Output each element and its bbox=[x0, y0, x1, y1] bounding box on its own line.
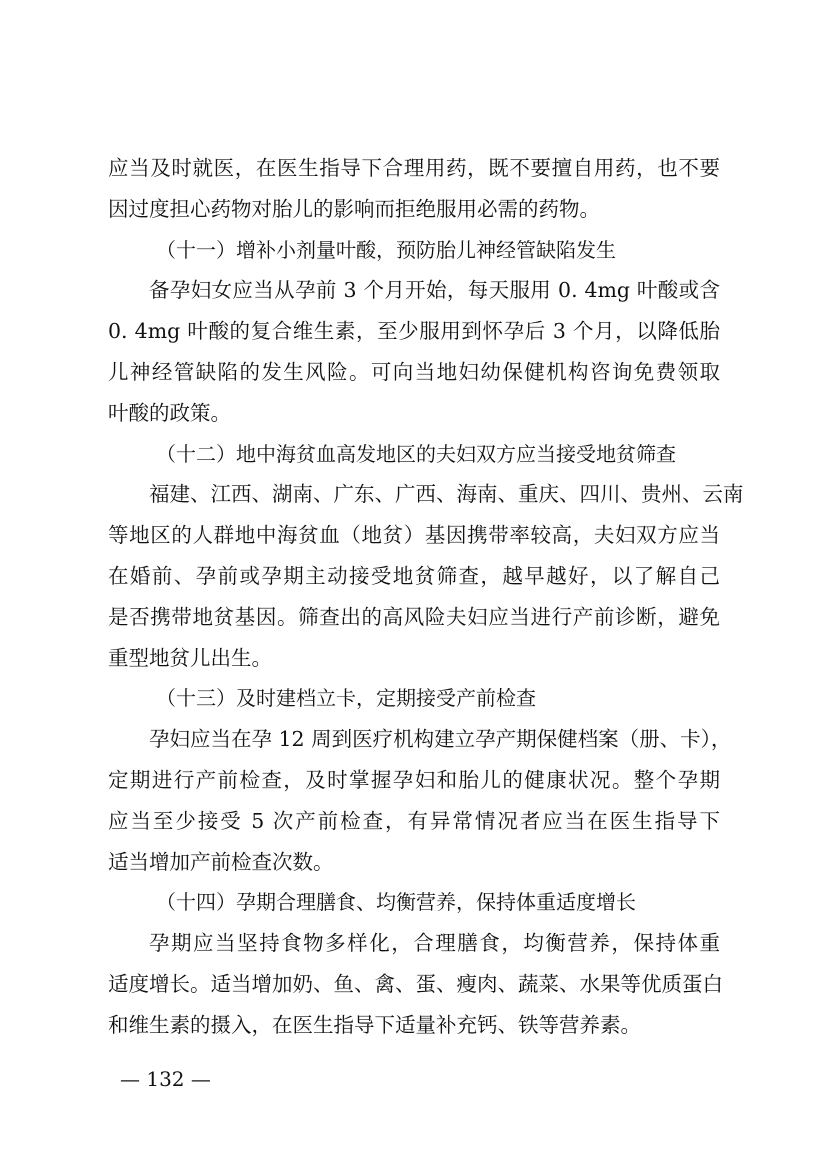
text-line: 在婚前、孕前或孕期主动接受地贫筛查，越早越好，以了解自己 bbox=[108, 563, 720, 588]
text-line: 0. 4mg 叶酸的复合维生素，至少服用到怀孕后 3 个月，以降低胎 bbox=[108, 319, 720, 344]
text-line: 适当增加产前检查次数。 bbox=[108, 849, 334, 874]
body-text bbox=[108, 148, 744, 1046]
text-line: 等地区的人群地中海贫血（地贫）基因携带率较高，夫妇双方应当 bbox=[108, 523, 720, 548]
section-heading-14: （十四）孕期合理膳食、均衡营养，保持体重适度增长 bbox=[156, 890, 636, 915]
page-number: — 132 — bbox=[120, 1067, 211, 1091]
section-heading-12: （十二）地中海贫血高发地区的夫妇双方应当接受地贫筛查 bbox=[156, 441, 676, 466]
text-line: 因过度担心药物对胎儿的影响而拒绝服用必需的药物。 bbox=[108, 196, 600, 221]
text-line: 儿神经管缺陷的发生风险。可向当地妇幼保健机构咨询免费领取 bbox=[108, 359, 720, 384]
section-heading-13: （十三）及时建档立卡，定期接受产前检查 bbox=[156, 686, 536, 711]
text-line: 应当及时就医，在医生指导下合理用药，既不要擅自用药，也不要 bbox=[108, 156, 720, 180]
text-line: 应当至少接受 5 次产前检查，有异常情况者应当在医生指导下 bbox=[108, 808, 720, 833]
text-line: 定期进行产前检查，及时掌握孕妇和胎儿的健康状况。整个孕期 bbox=[108, 767, 720, 792]
text-line: 重型地贫儿出生。 bbox=[108, 645, 272, 670]
text-line: 福建、江西、湖南、广东、广西、海南、重庆、四川、贵州、云南 bbox=[149, 482, 744, 507]
text-line: 适度增长。适当增加奶、鱼、禽、蛋、瘦肉、蔬菜、水果等优质蛋白 bbox=[108, 971, 723, 996]
section-heading-11: （十一）增补小剂量叶酸，预防胎儿神经管缺陷发生 bbox=[156, 237, 616, 262]
text-line: 和维生素的摄入，在医生指导下适量补充钙、铁等营养素。 bbox=[108, 1012, 641, 1037]
text-line: 孕期应当坚持食物多样化，合理膳食，均衡营养，保持体重 bbox=[149, 931, 720, 956]
text-line: 叶酸的政策。 bbox=[108, 400, 231, 425]
text-line: 备孕妇女应当从孕前 3 个月开始，每天服用 0. 4mg 叶酸或含 bbox=[149, 278, 720, 303]
text-line: 孕妇应当在孕 12 周到医疗机构建立孕产期保健档案（册、卡）， bbox=[149, 727, 732, 752]
text-line: 是否携带地贫基因。筛查出的高风险夫妇应当进行产前诊断，避免 bbox=[108, 604, 720, 629]
